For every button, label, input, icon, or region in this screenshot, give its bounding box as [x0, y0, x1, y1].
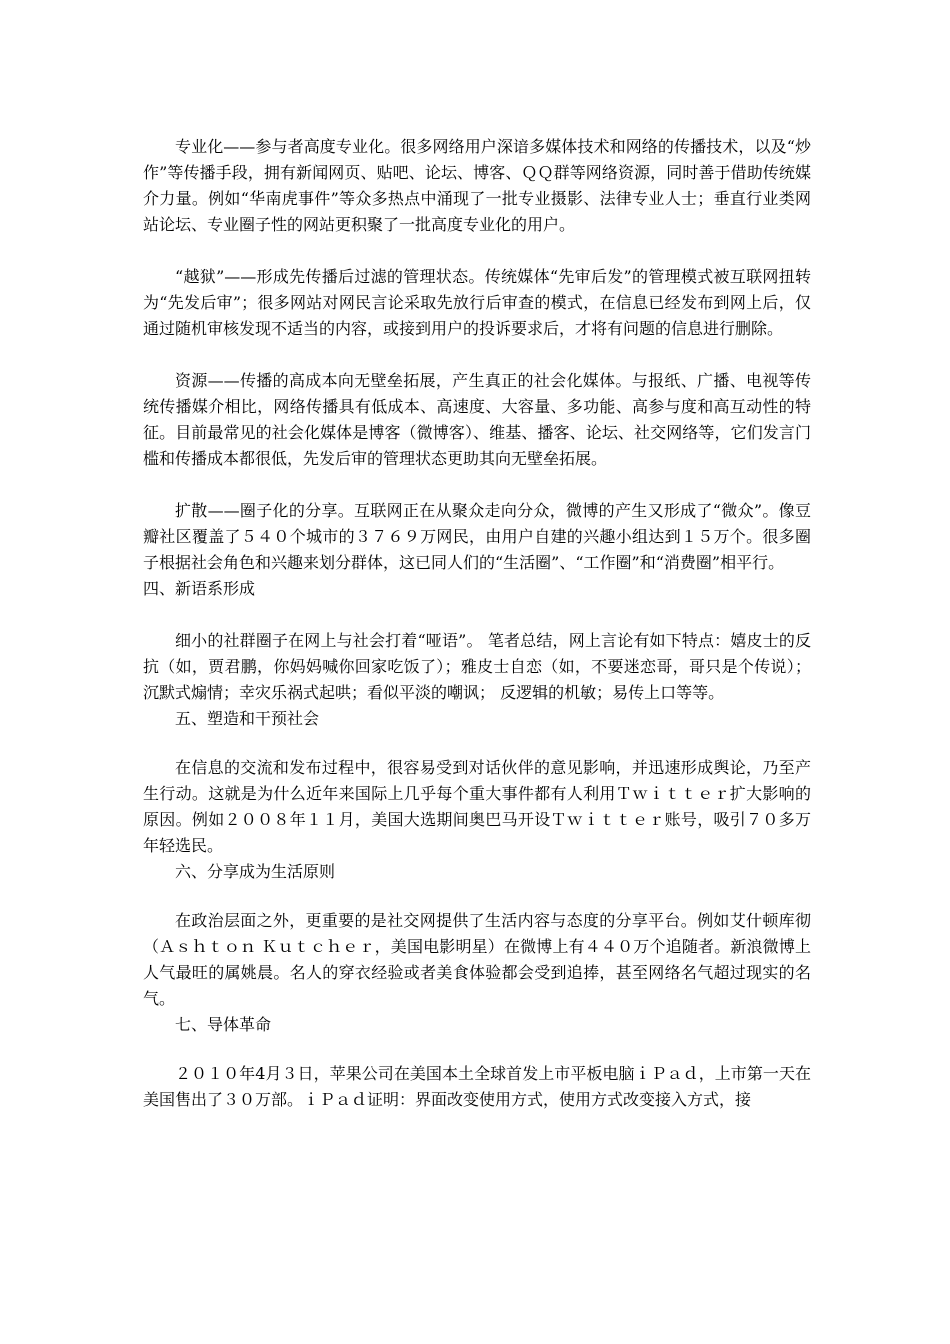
section-heading-6: 六、分享成为生活原则	[175, 862, 336, 881]
document-body	[143, 134, 811, 1113]
paragraph-professionalization: 专业化——参与者高度专业化。很多网络用户深谙多媒体技术和网络的传播技术，以及“炒作”等传播手段，拥有新闻网页、贴吧、论坛、博客、ＱＱ群等网络资源，同时善于借助传统媒介力量。例如“华南虎事件”等众多热点中涌现了一批专业摄影、法律专业人士；垂直行业类网站论坛、专业圈子性的网站更积聚了一批高度专业化的用户。	[143, 137, 811, 234]
paragraph-shape-society: 在信息的交流和发布过程中，很容易受到对话伙伴的意见影响，并迅速形成舆论，乃至产生行动。这就是为什么近年来国际上几乎每个重大事件都有人利用Ｔｗｉｔｔｅｒ扩大影响的原因。例如２００８年１１月，美国大选期间奥巴马开设Ｔｗｉｔｔｅｒ账号，吸引７０多万年轻选民。	[143, 758, 811, 855]
section-heading-7: 七、导体革命	[175, 1015, 272, 1034]
paragraph-jailbreak: “越狱”——形成先传播后过滤的管理状态。传统媒体“先审后发”的管理模式被互联网扭转为“先发后审”；很多网站对网民言论采取先放行后审查的模式，在信息已经发布到网上后，仅通过随机审核发现不适当的内容，或接到用户的投诉要求后，才将有问题的信息进行删除。	[143, 267, 811, 338]
paragraph-sharing: 在政治层面之外，更重要的是社交网提供了生活内容与态度的分享平台。例如艾什顿库彻（Ａｓｈｔｏｎ Ｋｕｔｃｈｅｒ，美国电影明星）在微博上有４４０万个追随者。新浪微博上人气最旺的属姚晨。名人的穿衣经验或者美食体验都会受到追捧，甚至网络名气超过现实的名气。	[143, 911, 811, 1008]
paragraph-resources: 资源——传播的高成本向无壁垒拓展，产生真正的社会化媒体。与报纸、广播、电视等传统传播媒介相比，网络传播具有低成本、高速度、大容量、多功能、高参与度和高互动性的特征。目前最常见的社会化媒体是博客（微博客）、维基、播客、论坛、社交网络等，它们发言门槛和传播成本都很低，先发后审的管理状态更助其向无壁垒拓展。	[143, 371, 811, 468]
paragraph-diffusion: 扩散——圈子化的分享。互联网正在从聚众走向分众，微博的产生又形成了“微众”。像豆瓣社区覆盖了５４０个城市的３７６９万网民，由用户自建的兴趣小组达到１５万个。很多圈子根据社会角色和兴趣来划分群体，这已同人们的“生活圈”、“工作圈”和“消费圈”相平行。	[143, 501, 811, 572]
section-heading-4: 四、新语系形成	[143, 579, 256, 598]
paragraph-conductor-revolution: ２０１０年4月３日，苹果公司在美国本土全球首发上市平板电脑ｉＰａｄ，上市第一天在美国售出了３０万部。ｉＰａｄ证明：界面改变使用方式，使用方式改变接入方式，接	[143, 1064, 811, 1109]
paragraph-new-language: 细小的社群圈子在网上与社会打着“哑语”。 笔者总结，网上言论有如下特点：嬉皮士的反抗（如，贾君鹏，你妈妈喊你回家吃饭了）；雅皮士自恋（如，不要迷恋哥，哥只是个传说）；沉默式煽情；幸灾乐祸式起哄；看似平淡的嘲讽； 反逻辑的机敏；易传上口等等。	[143, 631, 811, 702]
section-heading-5: 五、塑造和干预社会	[175, 709, 320, 728]
